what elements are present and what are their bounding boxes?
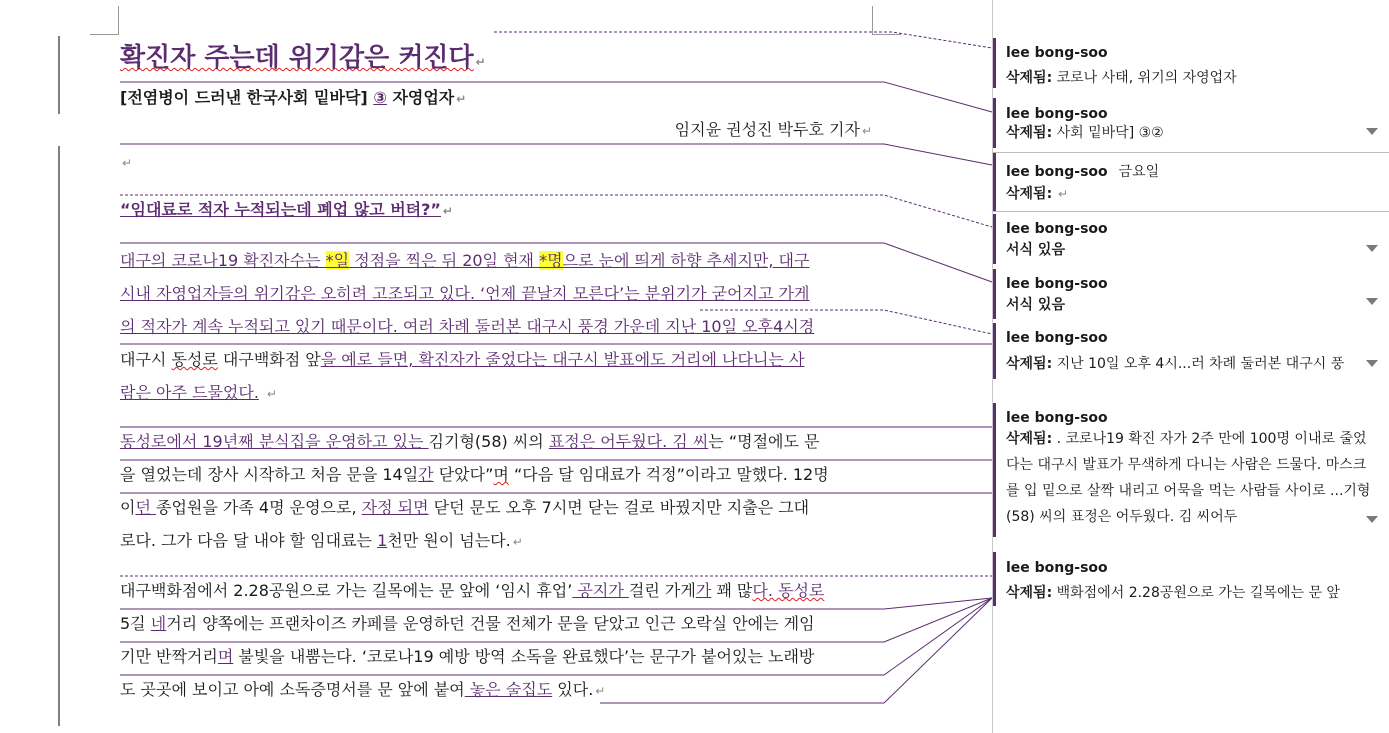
paragraph-line xyxy=(120,614,872,634)
revision-balloon[interactable] xyxy=(993,269,1389,319)
plain-text: 김기형(58) 씨의 xyxy=(428,432,549,451)
paragraph-line xyxy=(120,581,872,601)
inserted-text: 람은 아주 드물었다. xyxy=(120,383,259,402)
subtitle-bracket: [ xyxy=(120,88,128,107)
balloon-content: . 코로나19 확진 자가 2주 만에 100명 이내로 줄었다는 대구시 발표가 무색하게 다니는 사람은 드물다. 마스크를 입 밑으로 살짝 내리고 어묵을 먹는 사람들 사이로 ...기형(58) 씨의 표정은 어두웠다. 김 씨어두 xyxy=(1006,431,1371,525)
subtitle-topic: 자영업자 xyxy=(392,88,455,107)
balloon-label: 서식 있음 xyxy=(1006,242,1065,258)
balloon-label: 삭제됨: xyxy=(1006,125,1053,141)
subtitle-series: 전염병이 드러낸 한국사회 밑바닥 xyxy=(127,88,361,107)
paragraph-line xyxy=(120,465,872,485)
balloon-author: lee bong-soo xyxy=(1006,221,1108,237)
expand-chevron-icon[interactable] xyxy=(1366,128,1378,135)
inserted-text: 대구의 코로나19 확진자수는 xyxy=(120,251,326,270)
plain-text: 불빛을 내뿜는다. ‘코로나19 예방 방역 소독을 완료했다’는 문구가 붙어있는 노래방 xyxy=(233,647,815,666)
empty-paragraph[interactable] xyxy=(120,152,872,173)
plain-text: 을 열었는데 장사 시작하고 처음 문을 14일 xyxy=(120,465,419,484)
plain-text: 도 곳곳에 보이고 아예 소독증명서를 문 앞에 붙여 xyxy=(120,680,465,699)
paragraph-mark-icon: ↵ xyxy=(442,204,453,218)
plain-text: 이 xyxy=(120,498,136,517)
inserted-text: 정점을 찍은 뒤 20일 현재 xyxy=(349,251,540,270)
paragraph-mark-icon: ↵ xyxy=(266,387,277,401)
balloon-bar xyxy=(993,153,996,211)
inserted-text: 1 xyxy=(377,531,388,550)
plain-text: 걸린 가게 xyxy=(628,581,696,600)
plain-text: 5길 xyxy=(120,614,151,633)
paragraph-mark-icon: ↵ xyxy=(456,92,467,106)
balloon-bar xyxy=(993,214,996,264)
inserted-text: 네 xyxy=(150,614,167,633)
balloon-text xyxy=(1006,67,1237,87)
misspelled-text: 동성로 xyxy=(171,350,218,369)
paragraph-line xyxy=(120,284,872,304)
paragraph-line xyxy=(120,251,872,271)
balloon-label: 삭제됨: xyxy=(1006,70,1053,86)
inserted-text: 공지가 xyxy=(572,581,629,600)
document-title[interactable] xyxy=(120,40,872,80)
balloon-text xyxy=(1006,582,1378,602)
plain-text: 대구시 xyxy=(120,350,172,369)
paragraph-line xyxy=(120,383,872,404)
inserted-text: 도 xyxy=(536,680,553,699)
inserted-text: 의 적자가 계속 누적되고 있기 때문이다. 여러 차례 둘러본 대구시 풍경 가운데 xyxy=(120,317,661,336)
paragraph-mark-icon: ↵ xyxy=(475,55,486,69)
plain-text: 천만 원이 넘는다. xyxy=(387,531,511,550)
balloon-bar xyxy=(993,403,996,537)
plain-text: 대구백화점에서 2.28공원으로 가는 길목에는 문 앞에 ‘임시 휴업’ xyxy=(120,581,573,600)
subtitle-number: ③ xyxy=(373,88,387,107)
paragraph-mark-icon: ↵ xyxy=(861,124,872,138)
balloon-label: 삭제됨: xyxy=(1006,186,1053,202)
balloon-label: 삭제됨: xyxy=(1006,431,1053,447)
section-heading[interactable] xyxy=(120,200,872,221)
change-bar xyxy=(58,36,60,114)
balloon-bar xyxy=(993,98,996,148)
balloon-content: ↵ xyxy=(1054,187,1069,201)
balloon-label: 삭제됨: xyxy=(1006,585,1053,601)
plain-text: 꽤 많 xyxy=(711,581,753,600)
crop-mark-top-right xyxy=(872,6,901,35)
plain-text: 종업원을 가족 4명 운영으로, xyxy=(156,498,362,517)
paragraph-line xyxy=(120,680,872,701)
inserted-text: 을 예로 들면, 확진자가 줄었다는 대구시 발표에도 거리에 나다니는 사 xyxy=(320,350,805,369)
plain-text: 기만 반짝거리 xyxy=(120,647,218,666)
highlighted-text: *명 xyxy=(539,251,563,270)
paragraph-line xyxy=(120,531,872,552)
balloon-content: 지난 10일 오후 4시...러 차례 둘러본 대구시 풍 xyxy=(1052,356,1345,372)
inserted-text: 다. 동성로 xyxy=(752,581,825,600)
inserted-text: 으로 눈에 띄게 하향 추세지만, 대구 xyxy=(562,251,810,270)
plain-text: 닫았다” xyxy=(433,465,494,484)
revision-balloon[interactable] xyxy=(993,98,1389,148)
inserted-text: 표정은 어두웠다. 김 씨 xyxy=(548,432,709,451)
paragraph-mark-icon: ↵ xyxy=(512,535,523,549)
balloon-author: lee bong-soo xyxy=(1006,45,1108,61)
paragraph-line xyxy=(120,317,872,337)
balloon-author: lee bong-soo xyxy=(1006,560,1108,576)
balloon-text xyxy=(1006,183,1068,203)
change-bar xyxy=(58,146,60,726)
highlighted-text: *일 xyxy=(325,251,350,270)
balloon-date: 금요일 xyxy=(1118,164,1160,180)
markup-pane[interactable] xyxy=(992,0,1389,733)
balloon-label: 삭제됨: xyxy=(1006,356,1053,372)
balloon-bar xyxy=(993,323,996,379)
balloon-text xyxy=(1006,122,1164,142)
misspelled-text: 며 xyxy=(493,465,509,484)
balloon-author xyxy=(1006,161,1159,181)
inserted-text: 자정 되면 xyxy=(361,498,429,517)
balloon-bar xyxy=(993,269,996,319)
revision-balloon[interactable] xyxy=(993,403,1389,537)
balloon-content: 백화점에서 2.28공원으로 가는 길목에는 문 앞 xyxy=(1052,585,1340,601)
byline[interactable] xyxy=(120,120,872,141)
revision-balloon[interactable] xyxy=(993,214,1389,264)
expand-chevron-icon[interactable] xyxy=(1366,298,1378,305)
balloon-text xyxy=(1006,239,1065,259)
balloon-bar xyxy=(993,38,996,88)
subtitle-bracket: ] xyxy=(360,88,368,107)
expand-chevron-icon[interactable] xyxy=(1366,516,1378,523)
paragraph-line xyxy=(120,350,872,370)
inserted-text: 시내 자영업자들의 위기감은 오히려 고조되고 있다. ‘언제 끝날지 모른다’는 분위기가 굳어지고 가게 xyxy=(120,284,810,303)
document-subtitle[interactable] xyxy=(120,88,872,109)
heading-text: “임대료로 적자 누적되는데 폐업 않고 버텨?” xyxy=(120,200,441,219)
revision-balloon[interactable] xyxy=(993,38,1389,88)
paragraph-line xyxy=(120,432,872,452)
plain-text: 는 “명절에도 문 xyxy=(708,432,820,451)
crop-mark-top-left xyxy=(90,6,119,35)
inserted-text: 놓은 술집 xyxy=(464,680,537,699)
balloon-author: lee bong-soo xyxy=(1006,276,1108,292)
inserted-text: 동성로에서 19년째 분식집을 운영하고 있는 xyxy=(120,432,429,451)
balloon-author: lee bong-soo xyxy=(1006,330,1108,346)
plain-text: 대구백화점 앞 xyxy=(217,350,321,369)
paragraph-line xyxy=(120,498,872,518)
balloon-author: lee bong-soo xyxy=(1006,410,1108,426)
revision-balloon-selected[interactable] xyxy=(993,152,1389,212)
paragraph-line xyxy=(120,647,872,667)
plain-text: 거리 양쪽에는 프랜차이즈 카페를 운영하던 건물 전체가 문을 닫았고 인근 오락실 안에는 게임 xyxy=(166,614,815,633)
byline-text: 임지윤 권성진 박두호 기자 xyxy=(674,120,860,139)
plain-text: 있다. xyxy=(552,680,594,699)
balloon-bar xyxy=(993,552,996,606)
title-text: 확진자 주는데 위기감은 커진다 xyxy=(120,43,474,73)
paragraph-mark-icon: ↵ xyxy=(595,684,606,698)
expand-chevron-icon[interactable] xyxy=(1366,245,1378,252)
plain-text: 닫던 문도 오후 7시면 닫는 걸로 바꿨지만 지출은 그대 xyxy=(428,498,810,517)
balloon-text xyxy=(1006,426,1378,530)
balloon-author: lee bong-soo xyxy=(1006,106,1108,122)
inserted-text: 간 xyxy=(418,465,434,484)
inserted-text: 지난 10일 오후4시경 xyxy=(660,317,815,336)
balloon-label: 서식 있음 xyxy=(1006,297,1065,313)
inserted-text: 며 xyxy=(217,647,234,666)
revision-balloon[interactable] xyxy=(993,552,1389,606)
balloon-text xyxy=(1006,353,1366,373)
plain-text: 로다. 그가 다음 달 내야 할 임대료는 xyxy=(120,531,378,550)
balloon-content: 코로나 사태, 위기의 자영업자 xyxy=(1052,70,1237,86)
plain-text: “다음 달 임대료가 걱정”이라고 말했다. 12명 xyxy=(508,465,829,484)
inserted-text: 던 xyxy=(135,498,157,517)
paragraph-mark-icon: ↵ xyxy=(122,156,133,170)
balloon-text xyxy=(1006,294,1065,314)
balloon-content: 사회 밑바닥] ③② xyxy=(1052,125,1164,141)
inserted-text: 가 xyxy=(695,581,712,600)
balloon-author-name: lee bong-soo xyxy=(1006,164,1108,180)
expand-chevron-icon[interactable] xyxy=(1366,360,1378,367)
revision-balloon[interactable] xyxy=(993,323,1389,379)
